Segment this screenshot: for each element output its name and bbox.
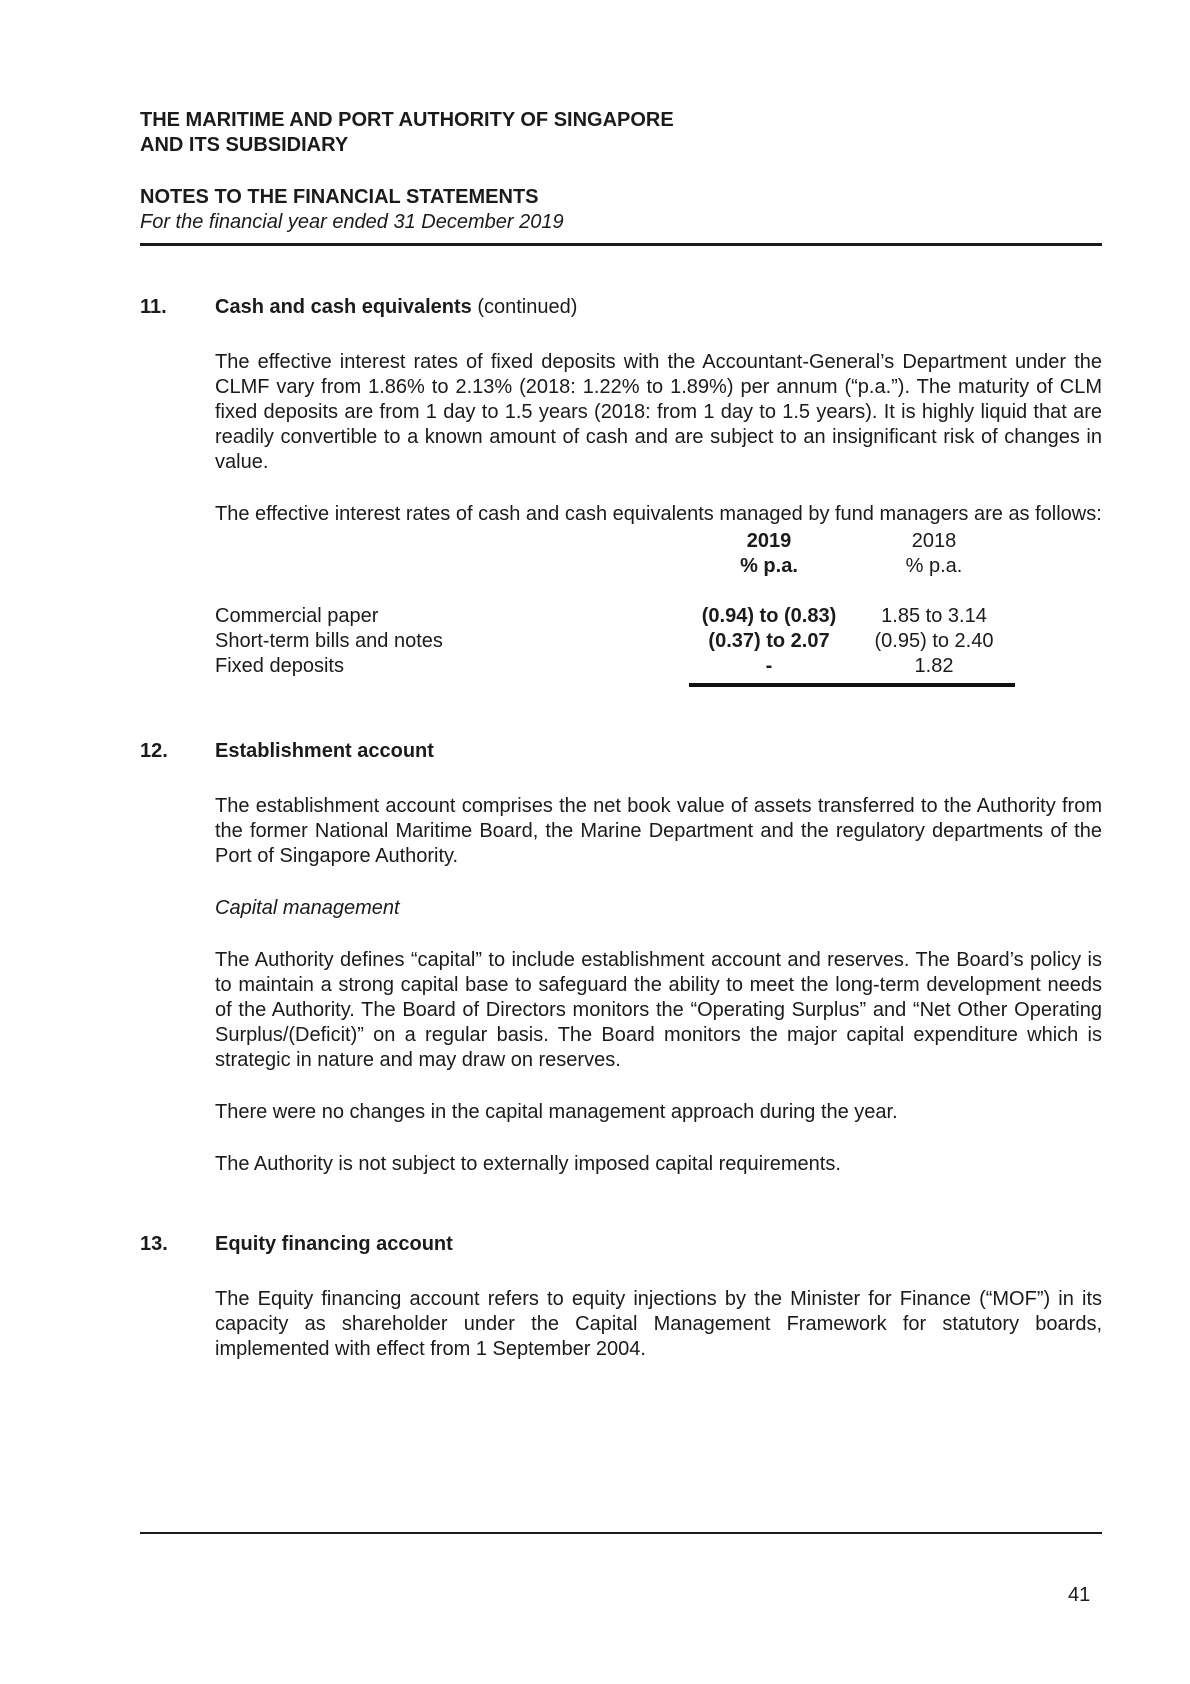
cell-2019: - [765, 655, 773, 677]
section-12-body [215, 739, 1102, 1177]
page-header [140, 108, 1102, 246]
section-12-heading [215, 739, 1102, 764]
cell-2018: (0.95) to 2.40 [874, 630, 994, 652]
section-11-heading [215, 295, 1102, 320]
section-11-paragraph-2: The effective interest rates of cash and cash equivalents managed by fund managers are as follows: [215, 503, 1102, 525]
section-12-paragraph-4: The Authority is not subject to externally imposed capital requirements. [215, 1153, 841, 1175]
section-12-number: 12. [140, 740, 168, 762]
section-11-body [215, 295, 1102, 687]
cell-2018: 1.85 to 3.14 [881, 605, 987, 627]
capital-management-subheading: Capital management [215, 897, 400, 919]
section-13-body [215, 1232, 1102, 1362]
section-11-title: Cash and cash equivalents [215, 296, 472, 318]
section-11-number: 11. [140, 296, 167, 318]
col-header-2018-unit: % p.a. [905, 555, 963, 577]
section-12-title: Establishment account [215, 740, 434, 762]
section-12 [140, 739, 1102, 1177]
section-12-paragraph-1: The establishment account comprises the net book value of assets transferred to the Authority from the former National Maritime Board, the Marine Department and the regulatory departments of the Port of Singapore Authority. [215, 795, 1102, 867]
row-label: Short-term bills and notes [215, 630, 443, 652]
section-11-title-suffix: (continued) [471, 296, 578, 318]
table-header-gap [215, 579, 1102, 604]
doc-title: NOTES TO THE FINANCIAL STATEMENTS [140, 186, 539, 208]
footer-divider [140, 1532, 1102, 1534]
section-12-paragraph-3: There were no changes in the capital management approach during the year. [215, 1101, 898, 1123]
col-header-2018-year: 2018 [911, 530, 957, 552]
table-row-fixed-deposits [215, 654, 1102, 679]
org-name-line-1: THE MARITIME AND PORT AUTHORITY OF SINGAPORE [140, 109, 674, 131]
cell-2019: (0.94) to (0.83) [701, 605, 837, 627]
section-13-paragraph-1: The Equity financing account refers to equity injections by the Minister for Finance (“MOF”) in its capacity as shareholder under the Capital Management Framework for statutory boards, implemented with effect from 1 September 2004. [215, 1288, 1102, 1360]
table-header-row-year [215, 529, 1102, 554]
section-12-paragraph-2: The Authority defines “capital” to include establishment account and reserves. The Board’s policy is to maintain a strong capital base to safeguard the ability to meet the long-term development needs of the Authority. The Board of Directors monitors the “Operating Surplus” and “Net Other Operating Surplus/(Deficit)” on a regular basis. The Board monitors the major capital expenditure which is strategic in nature and may draw on reserves. [215, 949, 1102, 1071]
section-13 [140, 1232, 1102, 1362]
col-header-2019-year: 2019 [746, 530, 792, 552]
col-header-2019-unit: % p.a. [740, 555, 798, 577]
table-bottom-rule [689, 683, 1015, 687]
page-content [140, 108, 1102, 1362]
section-11 [140, 295, 1102, 687]
org-name-line-2: AND ITS SUBSIDIARY [140, 134, 349, 156]
table-row-commercial-paper [215, 604, 1102, 629]
page-number: 41 [1068, 1584, 1091, 1606]
section-13-heading [215, 1232, 1102, 1257]
doc-subtitle: For the financial year ended 31 December 2019 [140, 211, 564, 233]
row-label: Commercial paper [215, 605, 379, 627]
section-11-paragraph-1: The effective interest rates of fixed deposits with the Accountant-General’s Department under the CLMF vary from 1.86% to 2.13% (2018: 1.22% to 1.89%) per annum (“p.a.”). The maturity of CLM fixed deposits are from 1 day to 1.5 years (2018: from 1 day to 1.5 years). It is highly liquid that are readily convertible to a known amount of cash and are subject to an insignificant risk of changes in value. [215, 351, 1102, 473]
table-row-short-term-bills [215, 629, 1102, 654]
table-header-spacer [215, 554, 689, 579]
doc-title-block [140, 185, 1102, 235]
table-header-spacer [215, 529, 689, 554]
section-13-number: 13. [140, 1233, 168, 1255]
table-header-row-unit [215, 554, 1102, 579]
interest-rates-table [215, 529, 1102, 687]
header-divider [140, 243, 1102, 246]
cell-2019: (0.37) to 2.07 [708, 630, 830, 652]
row-label: Fixed deposits [215, 655, 344, 677]
section-13-title: Equity financing account [215, 1233, 453, 1255]
cell-2018: 1.82 [914, 655, 954, 677]
